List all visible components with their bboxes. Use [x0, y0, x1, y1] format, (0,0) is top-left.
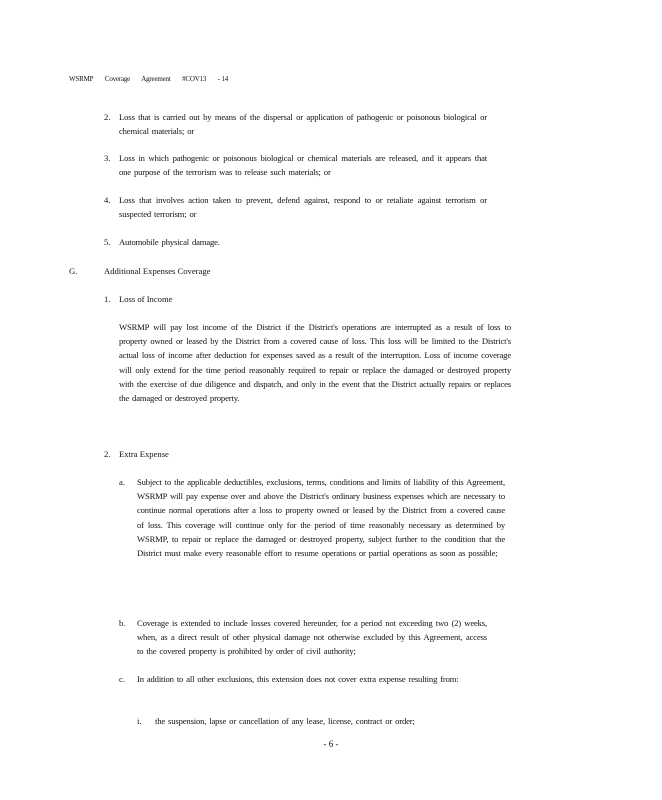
subsection-title: Extra Expense — [119, 449, 169, 459]
list-item-text: Loss that involves action taken to prevent, defend against, respond to or retaliate against terrorism or suspected terrorism; or — [119, 195, 487, 220]
header-suffix: - 14 — [217, 75, 229, 83]
clause-label: b. — [119, 618, 126, 628]
subclause-label: i. — [137, 716, 142, 726]
section-letter: G. — [69, 266, 78, 276]
page-number: - 6 - — [323, 739, 339, 749]
clause-text: Subject to the applicable deductibles, exclusions, terms, conditions and limits of liability of this Agreement, WSRMP will pay expense over and above the District's ordinary business expenses which are necessary to continue normal operations after a loss to property owned or leased by the District from a covered cause of loss. This coverage will continue only for the period of time reasonably necessary as determined by WSRMP, to repair or replace the damaged or destroyed property, subject further to the condition that the District must make every reasonable effort to resume operations or partial operations as soon as possible; — [137, 477, 505, 559]
list-item-number: 4. — [104, 195, 111, 205]
list-item-text: Loss in which pathogenic or poisonous biological or chemical materials are released, and it appears that one purpose of the terrorism was to release such materials; or — [119, 153, 487, 178]
clause-label: c. — [119, 674, 125, 684]
list-item-text: Automobile physical damage. — [119, 237, 220, 247]
header-word-agreement: Agreement — [141, 75, 171, 83]
header-word-coverage: Coverage — [104, 75, 131, 83]
header-org: WSRMP — [69, 75, 94, 83]
clause-text: Coverage is extended to include losses covered hereunder, for a period not exceeding two (2) weeks, when, as a direct result of other physical damage not otherwise excluded by this Agreement, access to the covered property is prohibited by order of civil authority; — [137, 618, 487, 657]
list-item-number: 2. — [104, 112, 111, 122]
header-code: #COV13 — [182, 75, 207, 83]
subsection-title: Loss of Income — [119, 294, 173, 304]
subsection-number: 2. — [104, 449, 111, 459]
list-item-text: Loss that is carried out by means of the dispersal or application of pathogenic or poisonous biological or chemical materials; or — [119, 112, 487, 137]
running-header — [69, 75, 238, 83]
subsection-number: 1. — [104, 294, 111, 304]
list-item-number: 3. — [104, 153, 111, 163]
section-title: Additional Expenses Coverage — [104, 266, 211, 276]
clause-text: In addition to all other exclusions, this extension does not cover extra expense resulting from: — [137, 674, 459, 684]
subclause-text: the suspension, lapse or cancellation of any lease, license, contract or order; — [155, 716, 415, 726]
clause-label: a. — [119, 477, 125, 487]
subsection-body: WSRMP will pay lost income of the District if the District's operations are interrupted as a result of loss to property owned or leased by the District from a covered cause of loss. This loss will be limited to the District's actual loss of income after deduction for expenses saved as a result of the interruption. Loss of income coverage will only extend for the time period reasonably required to repair or replace the damaged or destroyed property with the exercise of due diligence and dispatch, and only in the event that the District actually repairs or replaces the damaged or destroyed property. — [119, 322, 511, 404]
list-item-number: 5. — [104, 237, 111, 247]
